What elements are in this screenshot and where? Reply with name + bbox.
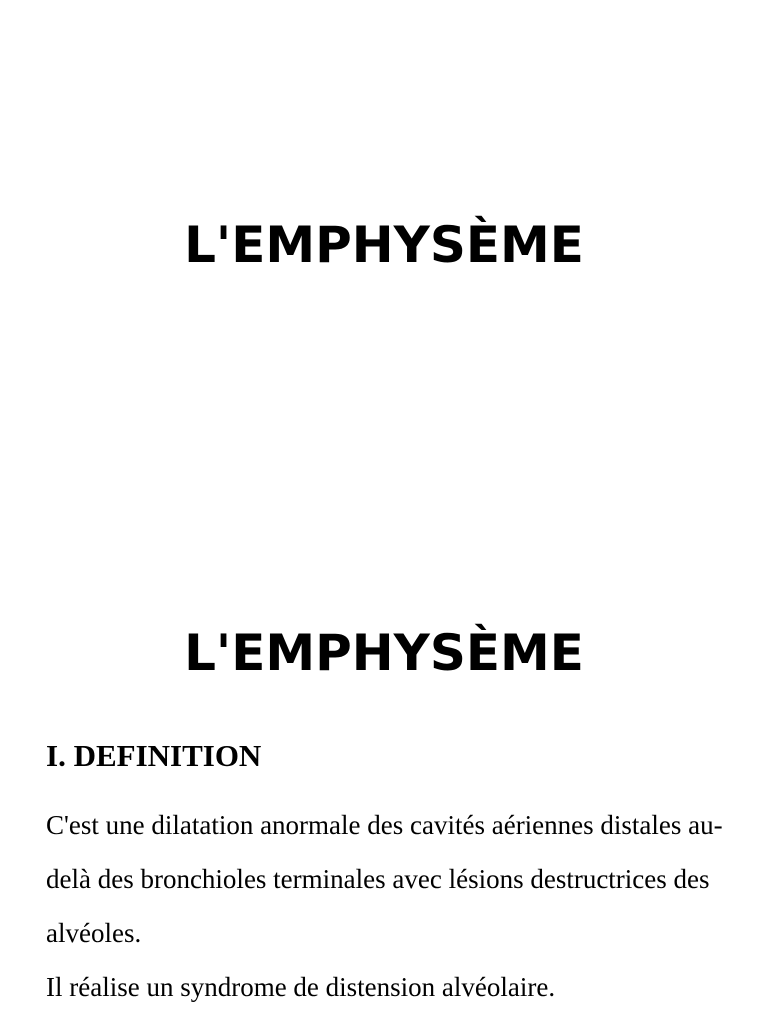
definition-slide <box>0 512 768 1024</box>
syndrome-paragraph: Il réalise un syndrome de distension alvéolaire. <box>46 972 556 1002</box>
slide-title: L'EMPHYSÈME <box>184 216 584 274</box>
slide-title: L'EMPHYSÈME <box>184 624 584 682</box>
section-heading: I. DEFINITION <box>46 738 262 773</box>
definition-paragraph: C'est une dilatation anormale des cavités aériennes distales au-delà des bronchioles terminales avec lésions destructrices des alvéoles. <box>46 810 723 948</box>
